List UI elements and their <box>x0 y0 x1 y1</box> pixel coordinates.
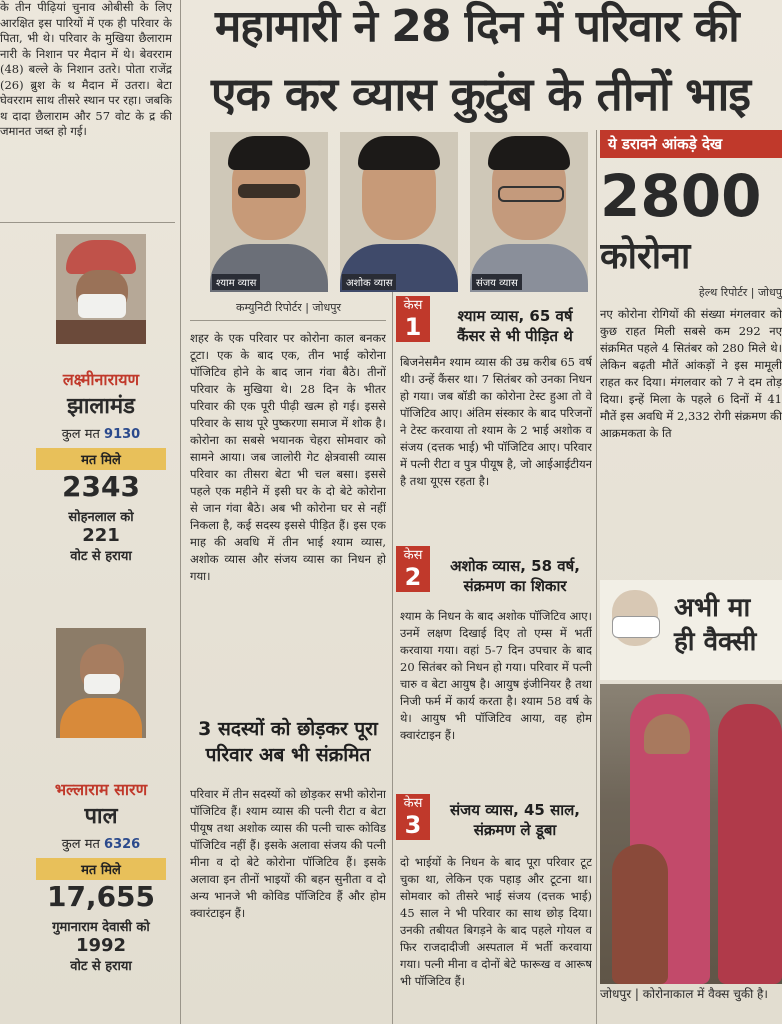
headline-line-2: एक कर व्यास कुटुंब के तीनों भाइ <box>211 67 750 121</box>
photo-ashok <box>340 132 458 292</box>
main-story-text: शहर के एक परिवार पर कोरोना काल बनकर टूटा। एक के बाद एक, तीन भाई कोरोना पॉजिटिव होने के बाद जान गंवा बैठे। तीनों परिवार के मुखिया थे। 28 दिन के भीतर परिवार की एक पूरी पीढ़ी खत्म हो गई। इससे परिवार के साथ पूरे पुष्करणा समाज में शोक है। कोरोना का सबसे भयानक चेहरा सोमवार को सामने आया। जब जालोरी गेट क्षेत्रवासी व्यास परिवार का तीसरा बेटा भी चल बसा। इससे पहले एक महीने में इसी घर के दो बेटे कोरोना से जान गंवा बैठे। अब भी कोरोना घर से नहीं निकला है, कई सदस्य इससे पीड़ित हैं। इस एक माह की अवधि में तीन भाई श्याम व्यास, अशोक व्यास और संजय व्यास का निधन हो गया। <box>190 331 386 583</box>
candidate-place: झालामंड <box>67 394 135 419</box>
left-column-text: के तीन पीढ़ियां चुनाव ओबीसी के लिए आरक्षित इस पारियों में एक ही परिवार के पिता, भी थे। परिवार के मुखिया छैलाराम नारी के निशान पर मैदान में थे। बेवरराम (48) बल्ले के निशान उतरे। पोता राजेंद्र (26) ब्रुश के थ मैदान में उतरा। बेटा घेवरराम साथ तीसरे स्थान पर रहा। जबकि थ दादा छैलाराम और 57 वोट के द्र की जमानत जब्त हो गई। <box>0 0 172 138</box>
photo-caption: संजय व्यास <box>472 274 522 290</box>
divider <box>0 222 175 223</box>
votes-got-label: मत मिले <box>36 448 166 470</box>
votes-got-value: 2343 <box>62 470 140 503</box>
column-divider <box>180 0 181 1024</box>
photo-caption-right: जोधपुर | कोरोनाकाल में वैक्स चुकी है। <box>600 987 768 1001</box>
column-divider <box>392 292 393 1024</box>
right-text: नए कोरोना रोगियों की संख्या मंगलवार को कुछ राहत मिली सबसे कम 292 नए संक्रमित पहले 4 सितंबर को 280 मिले थे। लेकिन बढ़ती मौतें आंकड़ों ने इस मामूली राहत कर दिया। मंगलवार को 7 ने दम तोड़ दिया। इन्हें मिला के पहले 6 दिनों में 41 मौतें इस अवधि में 2,332 रोगी संक्रमण की आक्रमकता के ति <box>600 307 782 440</box>
total-votes: कुल मत 6326 <box>61 837 141 852</box>
photo-caption: श्याम व्यास <box>212 274 260 290</box>
loser-label: वोट से हराया <box>70 959 132 974</box>
right-big-number: 2800 <box>600 162 762 230</box>
headline-line-1: महामारी ने 28 दिन में परिवार की <box>215 1 739 52</box>
loser-name: गुमानाराम देवासी को <box>52 920 150 935</box>
photo-caption: अशोक व्यास <box>342 274 396 290</box>
right-column <box>600 130 782 542</box>
result-card-1 <box>36 234 166 564</box>
loser-name: सोहनलाल को <box>68 510 134 525</box>
right-subhead: कोरोना <box>600 236 691 277</box>
right-byline: हेल्थ रिपोर्टर | जोधपु <box>698 286 782 299</box>
divider <box>190 320 386 321</box>
candidate-photo <box>56 628 146 738</box>
candidate-name: भल्लाराम सारण <box>54 780 148 799</box>
loser-label: वोट से हराया <box>70 549 132 564</box>
candidate-photo <box>56 234 146 344</box>
promo-line-2: ही वैक्सी <box>674 627 757 657</box>
total-votes: कुल मत 9130 <box>61 427 141 442</box>
photo-sanjay <box>470 132 588 292</box>
case-badge-3: केस 3 <box>396 794 430 840</box>
promo-line-1: अभी मा <box>674 593 751 623</box>
votes-got-value: 17,655 <box>46 880 156 913</box>
subhead: 3 सदस्यों को छोड़कर पूरा परिवार अब भी संक्रमित <box>198 718 378 766</box>
votes-got-label: मत मिले <box>36 858 166 880</box>
byline: कम्युनिटी रिपोर्टर | जोधपुर <box>236 301 341 314</box>
photo-shyam <box>210 132 328 292</box>
loser-margin: 1992 <box>75 935 127 956</box>
candidate-name: लक्ष्मीनारायण <box>62 370 140 389</box>
women-photo <box>600 684 782 984</box>
case-badge-2: केस 2 <box>396 546 430 592</box>
headline <box>185 0 782 128</box>
case-badge-1: केस 1 <box>396 296 430 342</box>
case-title-2: अशोक व्यास, 58 वर्ष, संक्रमण का शिकार <box>450 557 580 595</box>
result-card-2 <box>36 628 166 974</box>
sub-story-text: परिवार में तीन सदस्यों को छोड़कर सभी कोरोना पॉजिटिव हैं। श्याम व्यास की पत्नी रीटा व बेटा पीयूष तथा अशोक व्यास की पत्नी चारू कोविड पॉजिटिव नहीं हैं। इसके अलावा संजय की पत्नी मीना व दो बेटे कोरोना पॉजिटिव हैं। इसके अलावा इन तीनों भाइयों की बहन सुनीता व दो अन्य भानजे भी कोविड पॉजिटिव हैं और होम क्वारंटाइन हैं। <box>190 787 386 920</box>
candidate-place: पाल <box>84 804 118 829</box>
column-divider <box>596 130 597 1024</box>
left-column <box>0 0 178 1024</box>
loser-margin: 221 <box>82 525 120 546</box>
case-text-3: दो भाईयों के निधन के बाद पूरा परिवार टूट चुका था, लेकिन एक पहाड़ और टूटना था। सोमवार को तीसरे भाई संजय (दत्तक भाई) 45 साल ने भी परिवार का साथ छोड़ दिया। उनकी तबीयत बिगड़ने के बाद पहले गोयल व फिर राजदादीजी अस्पताल में भर्ती करवाया गया। पत्नी मीना व दोनों बेटे फारूख व आरूष भी पॉजिटिव हैं। <box>400 855 592 988</box>
vaccine-promo <box>600 580 782 680</box>
case-text-2: श्याम के निधन के बाद अशोक पॉजिटिव आए। उनमें लक्षण दिखाई दिए तो एम्स में भर्ती करवाया गया। वहां 5-7 दिन उपचार के बाद 20 सितंबर को निधन हो गया। परिवार में पत्नी चारु व बेटा आयुष है। आयुष इंजीनियर है तथा निजी फर्म में कार्य करता है। श्याम 58 वर्ष के थे। आयुष भी पॉजिटिव आया, वह होम क्वारंटाइन हैं। <box>400 609 592 742</box>
right-banner: ये डरावने आंकड़े देख <box>600 130 782 158</box>
case-title-3: संजय व्यास, 45 साल, संक्रमण ले डूबा <box>450 801 580 839</box>
case-text-1: बिजनेसमैन श्याम व्यास की उम्र करीब 65 वर्ष थी। उन्हें कैंसर था। 7 सितंबर को उनका निधन हो गया। जब बॉडी का कोरोना टेस्ट हुआ तो वे पॉजिटिव आए। अंतिम संस्कार के बाद परिजनों ने टेस्ट करवाया तो श्याम के 2 भाई अशोक व संजय (दत्तक भाई) भी पॉजिटिव आए। परिवार में पत्नी रीटा व पुत्र पीयूष है, जो आईआईटीयन है तथा यूएस रहता है। <box>400 355 592 488</box>
case-title-1: श्याम व्यास, 65 वर्ष कैंसर से भी पीड़ित थे <box>457 307 573 345</box>
